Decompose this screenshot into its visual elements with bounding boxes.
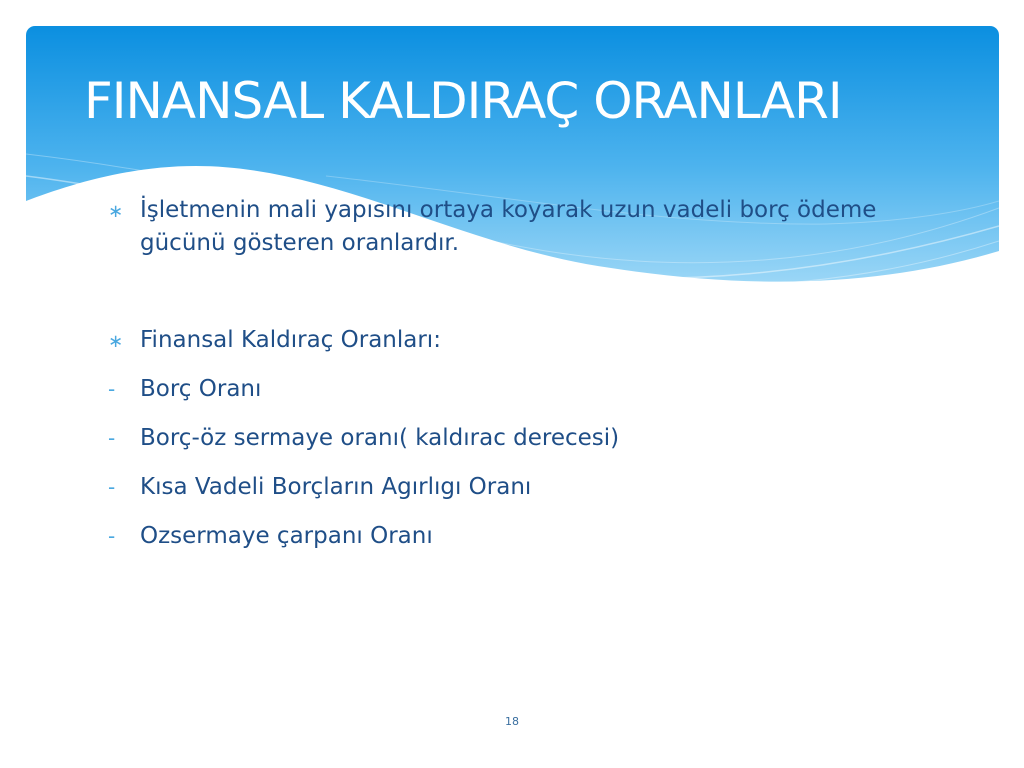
bullet-item — [108, 194, 908, 260]
dash-item — [108, 471, 908, 520]
dash-item-text: Ozsermaye çarpanı Oranı — [140, 523, 433, 549]
dash-marker-icon: - — [108, 426, 116, 450]
dash-item — [108, 422, 908, 471]
dash-item — [108, 373, 908, 422]
page-number: 18 — [505, 715, 519, 728]
dash-item-text: Borç Oranı — [140, 376, 262, 402]
asterisk-bullet-icon: ∗ — [108, 331, 124, 352]
dash-item — [108, 520, 908, 569]
dash-item-text: Kısa Vadeli Borçların Agırlıgı Oranı — [140, 474, 532, 500]
asterisk-bullet-icon: ∗ — [108, 201, 124, 222]
bullet-text: İşletmenin mali yapısını ortaya koyarak uzun vadeli borç ödeme gücünü gösteren oranlardır. — [140, 197, 877, 256]
dash-marker-icon: - — [108, 524, 116, 548]
bullet-item — [108, 324, 908, 373]
slide-body — [108, 194, 908, 569]
dash-item-text: Borç-öz sermaye oranı( kaldırac derecesi) — [140, 425, 620, 451]
dash-marker-icon: - — [108, 475, 116, 499]
dash-marker-icon: - — [108, 377, 116, 401]
bullet-text: Finansal Kaldıraç Oranları: — [140, 327, 441, 353]
slide-title: FINANSAL KALDIRAÇ ORANLARI — [84, 72, 842, 130]
